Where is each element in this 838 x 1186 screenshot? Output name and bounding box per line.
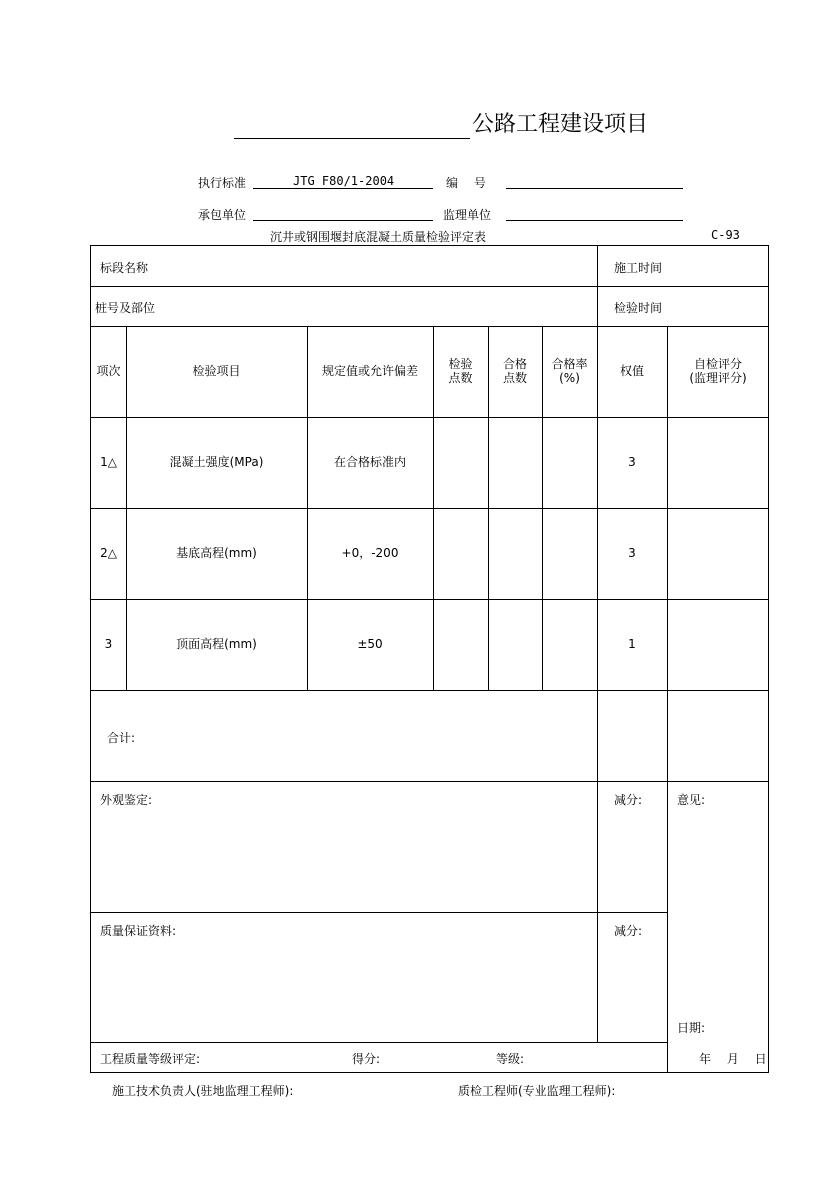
pass-rate-line2: (%): [559, 370, 580, 385]
row-line: [91, 286, 768, 287]
exec-std-label: 执行标准: [198, 176, 247, 190]
score-label: 得分:: [352, 1052, 381, 1066]
check-points-line2: 点数: [448, 370, 473, 385]
pass-points-line2: 点数: [502, 370, 527, 385]
date-label: 日期:: [677, 1021, 706, 1035]
opinion-label: 意见:: [677, 793, 706, 807]
inspection-time-label: 检验时间: [614, 301, 663, 315]
row3-weight: 1: [628, 636, 636, 651]
inspection-table: [90, 245, 769, 1073]
contractor-label: 承包单位: [198, 208, 247, 222]
row-line: [91, 1042, 668, 1043]
form-name: 沉井或钢围堰封底混凝土质量检验评定表: [270, 230, 487, 244]
number-label: 编 号: [446, 176, 486, 190]
col-line: [667, 781, 668, 1073]
row3-item: 顶面高程(mm): [176, 636, 257, 651]
row3-no: 3: [104, 636, 113, 651]
tech-lead-label: 施工技术负责人(驻地监理工程师):: [112, 1084, 294, 1098]
exec-std-value: JTG F80/1-2004: [293, 174, 395, 188]
row2-no: 2△: [100, 545, 117, 560]
col-header-item-no: 项次: [96, 363, 121, 378]
supervisor-label: 监理单位: [443, 208, 492, 222]
quality-docs-label: 质量保证资料:: [100, 924, 177, 938]
grade-eval-label: 工程质量等级评定:: [100, 1052, 201, 1066]
row-line: [91, 912, 668, 913]
row1-spec: 在合格标准内: [333, 454, 406, 469]
col-header-spec: 规定值或允许偏差: [321, 363, 418, 378]
col-header-weight: 权值: [619, 363, 644, 378]
construction-time-label: 施工时间: [614, 261, 663, 275]
exec-std-line: [253, 188, 433, 189]
row2-weight: 3: [628, 545, 636, 560]
station-part-label: 桩号及部位: [95, 301, 156, 315]
number-line: [506, 188, 683, 189]
ymd-label: 年 月 日: [699, 1052, 767, 1066]
col-header-pass-rate: [542, 326, 597, 417]
appearance-label: 外观鉴定:: [100, 793, 153, 807]
col-header-pass-points: [488, 326, 542, 417]
form-code: C-93: [711, 228, 740, 242]
row2-item: 基底高程(mm): [176, 545, 257, 560]
contractor-line: [253, 220, 433, 221]
deduct-label-2: 减分:: [614, 924, 643, 938]
score-line1: 自检评分: [693, 357, 742, 372]
qc-engineer-label: 质检工程师(专业监理工程师):: [458, 1084, 616, 1098]
col-header-check-points: [433, 326, 488, 417]
project-name-line: [234, 138, 470, 139]
pass-points-line1: 合格: [502, 357, 527, 372]
supervisor-line: [506, 220, 683, 221]
total-label: 合计:: [107, 731, 136, 745]
row3-spec: ±50: [357, 636, 383, 651]
page-title: 公路工程建设项目: [472, 112, 649, 137]
grade-label: 等级:: [496, 1052, 525, 1066]
deduct-label-1: 减分:: [614, 793, 643, 807]
check-points-line1: 检验: [448, 357, 473, 372]
pass-rate-line1: 合格率: [551, 357, 588, 372]
col-header-score: [667, 326, 769, 417]
row1-no: 1△: [100, 454, 117, 469]
row1-item: 混凝土强度(MPa): [169, 454, 264, 469]
row1-weight: 3: [628, 454, 636, 469]
col-header-check-item: 检验项目: [192, 363, 241, 378]
row2-spec: +0，-200: [341, 545, 399, 560]
section-name-label: 标段名称: [100, 261, 149, 275]
score-line2: (监理评分): [689, 370, 747, 385]
